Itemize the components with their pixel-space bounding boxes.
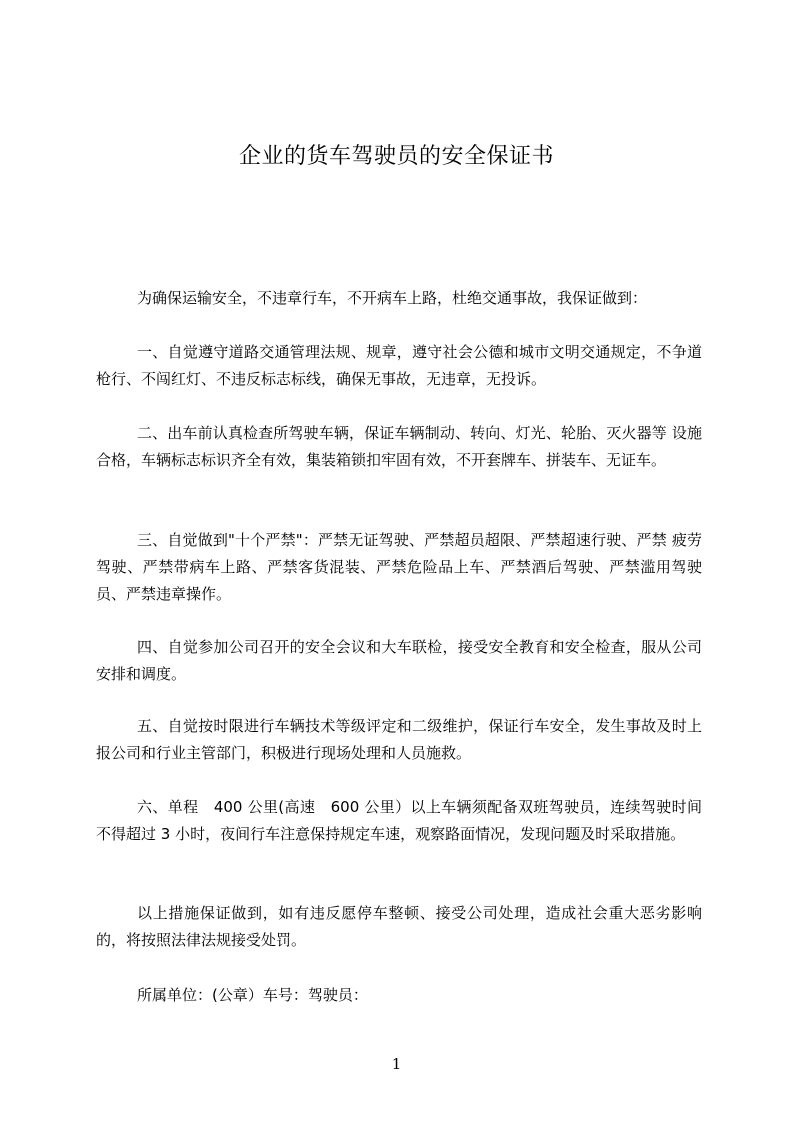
clause-3: 三、自觉做到"十个严禁"：严禁无证驾驶、严禁超员超限、严禁超速行驶、严禁 疲劳驾驶、严禁带病车上路、严禁客货混装、严禁危险品上车、严禁酒后驾驶、严禁滥用驾驶员、严禁违章操作。	[96, 531, 702, 603]
intro-paragraph: 为确保运输安全，不违章行车，不开病车上路，杜绝交通事故，我保证做到：	[137, 289, 648, 307]
closing-paragraph: 以上措施保证做到，如有违反愿停车整顿、接受公司处理，造成社会重大恶劣影响的，将按照法律法规接受处罚。	[96, 904, 702, 949]
signature-line: 所属单位：(公章）车号：驾驶员：	[137, 986, 368, 1004]
clause-6: 六、单程 400 公里(高速 600 公里）以上车辆须配备双班驾驶员，连续驾驶时间 不得超过 3 小时，夜间行车注意保持规定车速，观察路面情况，发现问题及时采取措施。	[96, 798, 702, 843]
document-title: 企业的货车驾驶员的安全保证书	[238, 144, 554, 169]
clause-5: 五、自觉按时限进行车辆技术等级评定和二级维护，保证行车安全，发生事故及时上报公司和行业主管部门，积极进行现场处理和人员施救。	[96, 717, 702, 762]
page-number: 1	[391, 1055, 402, 1073]
clause-2: 二、出车前认真检查所驾驶车辆，保证车辆制动、转向、灯光、轮胎、灭火器等 设施合格，车辆标志标识齐全有效，集装箱锁扣牢固有效，不开套牌车、拼装车、无证车。	[96, 424, 702, 469]
clause-1: 一、自觉遵守道路交通管理法规、规章，遵守社会公德和城市文明交通规定，不争道枪行、不闯红灯、不违反标志标线，确保无事故，无违章，无投诉。	[96, 343, 702, 388]
clause-4: 四、自觉参加公司召开的安全会议和大车联检，接受安全教育和安全检查，服从公司安排和调度。	[96, 638, 702, 683]
